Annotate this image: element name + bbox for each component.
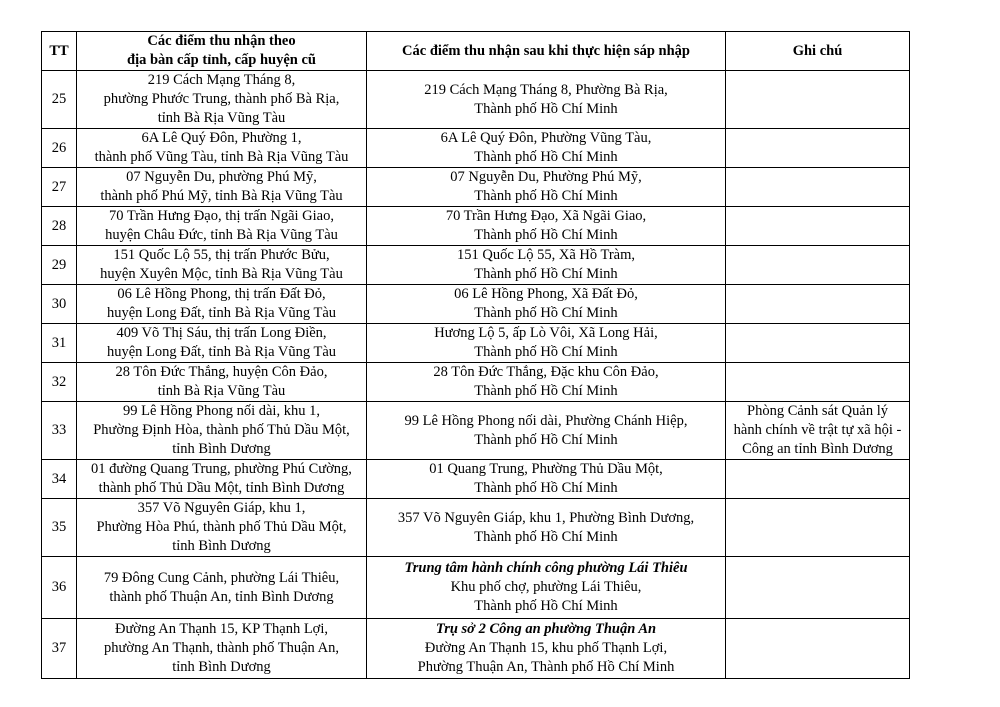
old-location-line: Phường Hòa Phú, thành phố Thủ Dầu Một, bbox=[96, 519, 347, 535]
cell-note bbox=[726, 499, 910, 557]
cell-new-location bbox=[367, 557, 726, 619]
old-location-line: tỉnh Bình Dương bbox=[172, 659, 271, 675]
old-location-line: huyện Châu Đức, tỉnh Bà Rịa Vũng Tàu bbox=[105, 227, 338, 243]
old-location-line: 6A Lê Quý Đôn, Phường 1, bbox=[141, 130, 302, 146]
cell-old-location bbox=[77, 129, 367, 168]
cell-old-location bbox=[77, 285, 367, 324]
cell-old-location bbox=[77, 207, 367, 246]
cell-new-location bbox=[367, 324, 726, 363]
new-location-line: Đường An Thạnh 15, khu phố Thạnh Lợi, bbox=[424, 640, 668, 656]
old-location-line: thành phố Vũng Tàu, tỉnh Bà Rịa Vũng Tàu bbox=[94, 149, 349, 165]
cell-tt: 33 bbox=[42, 402, 77, 460]
old-location-line: thành phố Phú Mỹ, tỉnh Bà Rịa Vũng Tàu bbox=[100, 188, 343, 204]
cell-tt: 30 bbox=[42, 285, 77, 324]
table-row bbox=[42, 71, 910, 129]
table-row bbox=[42, 207, 910, 246]
new-location-line: Thành phố Hồ Chí Minh bbox=[474, 383, 618, 399]
table-row bbox=[42, 557, 910, 619]
new-location-line: 07 Nguyễn Du, Phường Phú Mỹ, bbox=[450, 169, 642, 185]
table-header-row bbox=[42, 32, 910, 71]
old-location-line: 357 Võ Nguyên Giáp, khu 1, bbox=[137, 500, 306, 516]
table-row bbox=[42, 363, 910, 402]
table-row bbox=[42, 168, 910, 207]
old-location-line: tỉnh Bà Rịa Vũng Tàu bbox=[157, 110, 286, 126]
cell-new-location bbox=[367, 285, 726, 324]
header-note: Ghi chú bbox=[726, 32, 910, 71]
table-row bbox=[42, 285, 910, 324]
new-location-title: Trung tâm hành chính công phường Lái Thiêu bbox=[404, 560, 688, 576]
cell-note bbox=[726, 557, 910, 619]
table-row bbox=[42, 619, 910, 679]
cell-new-location bbox=[367, 168, 726, 207]
cell-old-location bbox=[77, 619, 367, 679]
cell-new-location bbox=[367, 71, 726, 129]
new-location-line: Thành phố Hồ Chí Minh bbox=[474, 528, 618, 545]
cell-note bbox=[726, 402, 910, 460]
cell-old-location bbox=[77, 557, 367, 619]
new-location-line: 219 Cách Mạng Tháng 8, Phường Bà Rịa, bbox=[424, 81, 668, 98]
table-row bbox=[42, 324, 910, 363]
old-location-line: 79 Đông Cung Cảnh, phường Lái Thiêu, bbox=[103, 569, 340, 586]
cell-note bbox=[726, 246, 910, 285]
old-location-line: tỉnh Bà Rịa Vũng Tàu bbox=[157, 383, 286, 399]
old-location-line: 99 Lê Hồng Phong nối dài, khu 1, bbox=[123, 403, 320, 419]
old-location-line: Đường An Thạnh 15, KP Thạnh Lợi, bbox=[114, 621, 329, 637]
cell-tt: 35 bbox=[42, 499, 77, 557]
address-table bbox=[41, 31, 910, 679]
cell-tt: 37 bbox=[42, 619, 77, 679]
new-location-line: Hương Lộ 5, ấp Lò Vôi, Xã Long Hải, bbox=[434, 325, 658, 341]
cell-note bbox=[726, 129, 910, 168]
old-location-line: thành phố Thuận An, tỉnh Bình Dương bbox=[109, 588, 334, 605]
new-location-line: Thành phố Hồ Chí Minh bbox=[474, 227, 618, 243]
header-old-location bbox=[77, 32, 367, 71]
cell-new-location bbox=[367, 499, 726, 557]
cell-note bbox=[726, 460, 910, 499]
header-old-line-1: Các điểm thu nhận theo bbox=[147, 33, 296, 49]
new-location-line: Thành phố Hồ Chí Minh bbox=[474, 305, 618, 321]
old-location-line: tỉnh Bình Dương bbox=[172, 441, 271, 457]
old-location-line: 409 Võ Thị Sáu, thị trấn Long Điền, bbox=[116, 325, 327, 341]
cell-note bbox=[726, 285, 910, 324]
new-location-line: 357 Võ Nguyên Giáp, khu 1, Phường Bình Dương, bbox=[397, 509, 695, 526]
new-location-line: Thành phố Hồ Chí Minh bbox=[474, 598, 618, 614]
new-location-line: 01 Quang Trung, Phường Thủ Dầu Một, bbox=[429, 461, 663, 477]
new-location-line: 151 Quốc Lộ 55, Xã Hồ Tràm, bbox=[456, 247, 636, 263]
old-location-line: 07 Nguyễn Du, phường Phú Mỹ, bbox=[126, 169, 317, 185]
old-location-line: phường An Thạnh, thành phố Thuận An, bbox=[104, 640, 339, 656]
old-location-line: phường Phước Trung, thành phố Bà Rịa, bbox=[103, 91, 340, 107]
header-tt: TT bbox=[42, 32, 77, 71]
new-location-title: Trụ sở 2 Công an phường Thuận An bbox=[435, 621, 657, 637]
cell-new-location bbox=[367, 619, 726, 679]
new-location-line: Thành phố Hồ Chí Minh bbox=[474, 188, 618, 204]
cell-tt: 31 bbox=[42, 324, 77, 363]
old-location-line: 151 Quốc Lộ 55, thị trấn Phước Bửu, bbox=[113, 247, 330, 263]
table-row bbox=[42, 402, 910, 460]
new-location-line: Phường Thuận An, Thành phố Hồ Chí Minh bbox=[417, 659, 675, 675]
old-location-line: huyện Long Đất, tỉnh Bà Rịa Vũng Tàu bbox=[106, 344, 337, 360]
table-row bbox=[42, 246, 910, 285]
cell-note bbox=[726, 324, 910, 363]
cell-old-location bbox=[77, 402, 367, 460]
new-location-line: Thành phố Hồ Chí Minh bbox=[474, 100, 618, 117]
table-row bbox=[42, 129, 910, 168]
new-location-line: 06 Lê Hồng Phong, Xã Đất Đỏ, bbox=[454, 286, 638, 302]
new-location-line: 99 Lê Hồng Phong nối dài, Phường Chánh Hiệp, bbox=[404, 412, 688, 429]
old-location-line: 01 đường Quang Trung, phường Phú Cường, bbox=[91, 461, 352, 477]
old-location-line: 28 Tôn Đức Thắng, huyện Côn Đảo, bbox=[115, 364, 328, 380]
old-location-line: Phường Định Hòa, thành phố Thủ Dầu Một, bbox=[93, 422, 350, 438]
table-row bbox=[42, 499, 910, 557]
cell-old-location bbox=[77, 499, 367, 557]
old-location-line: huyện Xuyên Mộc, tỉnh Bà Rịa Vũng Tàu bbox=[100, 266, 343, 282]
cell-old-location bbox=[77, 168, 367, 207]
cell-new-location bbox=[367, 207, 726, 246]
cell-tt: 26 bbox=[42, 129, 77, 168]
note-line: Công an tỉnh Bình Dương bbox=[742, 441, 893, 457]
cell-new-location bbox=[367, 460, 726, 499]
cell-note bbox=[726, 363, 910, 402]
cell-tt: 32 bbox=[42, 363, 77, 402]
cell-new-location bbox=[367, 363, 726, 402]
cell-old-location bbox=[77, 71, 367, 129]
cell-note bbox=[726, 207, 910, 246]
new-location-line: Thành phố Hồ Chí Minh bbox=[474, 480, 618, 496]
old-location-line: tỉnh Bình Dương bbox=[172, 538, 271, 554]
cell-tt: 36 bbox=[42, 557, 77, 619]
cell-new-location bbox=[367, 246, 726, 285]
cell-tt: 28 bbox=[42, 207, 77, 246]
cell-note bbox=[726, 619, 910, 679]
header-old-line-2: địa bàn cấp tỉnh, cấp huyện cũ bbox=[127, 52, 316, 68]
new-location-line: 6A Lê Quý Đôn, Phường Vũng Tàu, bbox=[440, 130, 652, 146]
cell-old-location bbox=[77, 363, 367, 402]
note-line: hành chính về trật tự xã hội - bbox=[733, 422, 902, 438]
cell-tt: 29 bbox=[42, 246, 77, 285]
note-line: Phòng Cảnh sát Quản lý bbox=[747, 403, 888, 419]
cell-note bbox=[726, 168, 910, 207]
old-location-line: 70 Trần Hưng Đạo, thị trấn Ngãi Giao, bbox=[109, 208, 334, 224]
header-new-location: Các điểm thu nhận sau khi thực hiện sáp nhập bbox=[367, 32, 726, 71]
new-location-line: 70 Trần Hưng Đạo, Xã Ngãi Giao, bbox=[445, 208, 647, 224]
cell-tt: 25 bbox=[42, 71, 77, 129]
new-location-line: Thành phố Hồ Chí Minh bbox=[474, 431, 618, 448]
new-location-line: Thành phố Hồ Chí Minh bbox=[474, 149, 618, 165]
new-location-line: Khu phố chợ, phường Lái Thiêu, bbox=[450, 579, 642, 595]
new-location-line: Thành phố Hồ Chí Minh bbox=[474, 344, 618, 360]
old-location-line: 219 Cách Mạng Tháng 8, bbox=[147, 72, 296, 88]
new-location-line: Thành phố Hồ Chí Minh bbox=[474, 266, 618, 282]
cell-new-location bbox=[367, 402, 726, 460]
new-location-line: 28 Tôn Đức Thắng, Đặc khu Côn Đảo, bbox=[433, 364, 659, 380]
cell-tt: 27 bbox=[42, 168, 77, 207]
cell-old-location bbox=[77, 324, 367, 363]
cell-old-location bbox=[77, 246, 367, 285]
cell-note bbox=[726, 71, 910, 129]
cell-old-location bbox=[77, 460, 367, 499]
old-location-line: 06 Lê Hồng Phong, thị trấn Đất Đỏ, bbox=[117, 286, 326, 302]
table-row bbox=[42, 460, 910, 499]
cell-new-location bbox=[367, 129, 726, 168]
cell-tt: 34 bbox=[42, 460, 77, 499]
old-location-line: huyện Long Đất, tỉnh Bà Rịa Vũng Tàu bbox=[106, 305, 337, 321]
old-location-line: thành phố Thủ Dầu Một, tỉnh Bình Dương bbox=[98, 480, 345, 496]
